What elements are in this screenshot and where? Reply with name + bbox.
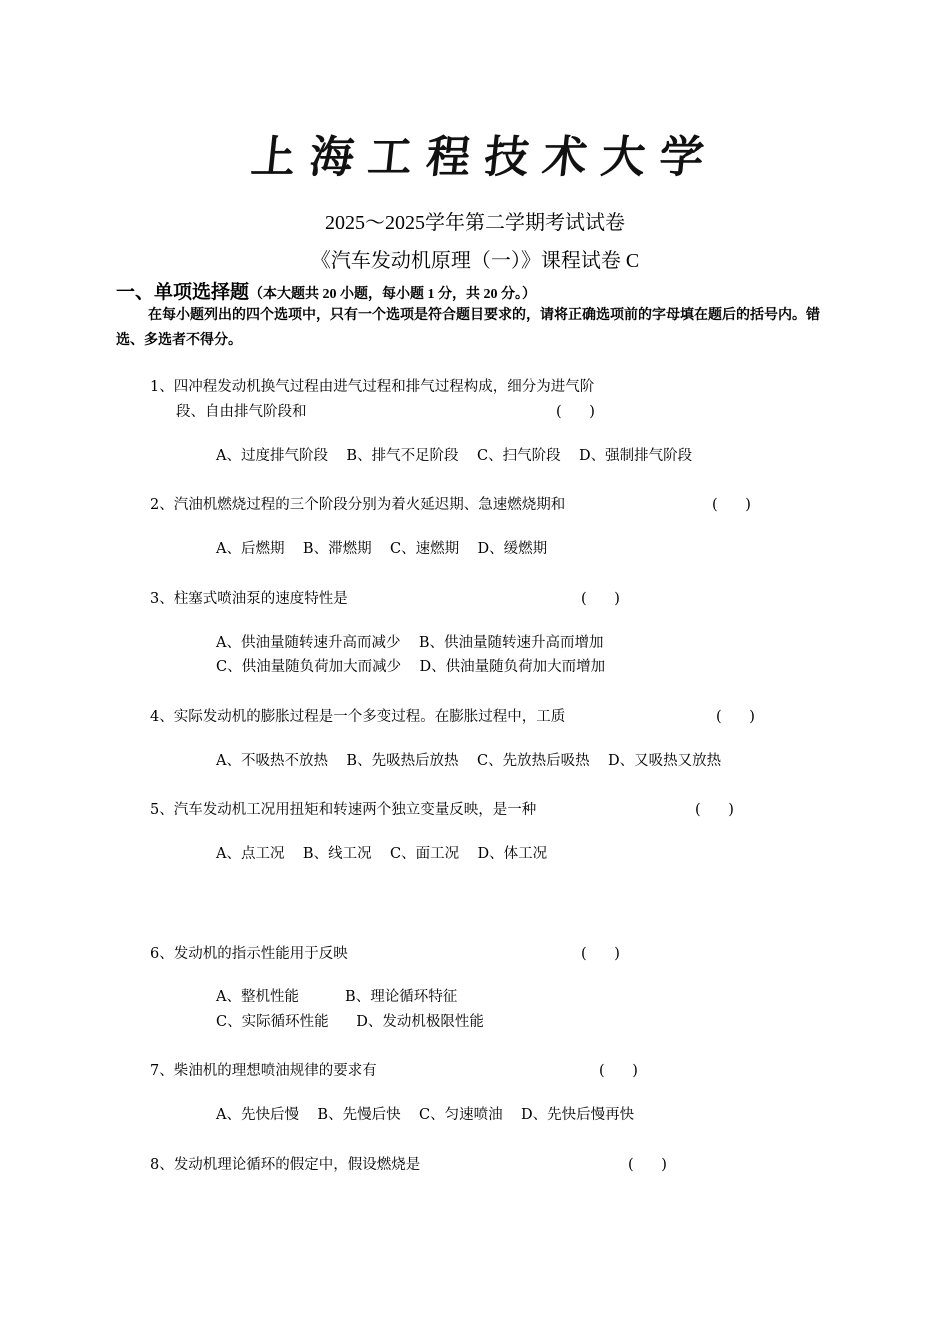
question-4-answer-blank[interactable]: ( ) — [716, 709, 755, 725]
question-7-answer-blank[interactable]: ( ) — [599, 1063, 638, 1079]
logo-char: 程 — [423, 132, 474, 183]
logo-char: 上 — [248, 132, 299, 183]
question-5-options: A、点工况 B、线工况 C、面工况 D、体工况 — [216, 846, 548, 862]
logo-char: 术 — [540, 132, 590, 183]
question-4-stem: 4、实际发动机的膨胀过程是一个多变过程。在膨胀过程中，工质 — [150, 709, 566, 725]
logo-char: 大 — [598, 132, 648, 183]
question-1-answer-blank[interactable]: ( ) — [556, 404, 595, 420]
logo-char: 海 — [307, 132, 357, 183]
question-2-answer-blank[interactable]: ( ) — [712, 497, 751, 513]
question-6-stem: 6、发动机的指示性能用于反映 — [150, 946, 348, 962]
question-2-stem: 2、汽油机燃烧过程的三个阶段分别为着火延迟期、急速燃烧期和 — [150, 497, 566, 513]
question-6-options-line2: C、实际循环性能 D、发动机极限性能 — [216, 1014, 484, 1030]
question-8-answer-blank[interactable]: ( ) — [628, 1157, 667, 1173]
question-6-options-line1: A、整机性能 B、理论循环特征 — [216, 989, 458, 1005]
question-6-answer-blank[interactable]: ( ) — [581, 946, 620, 962]
logo-char: 工 — [365, 132, 415, 183]
question-7-options: A、先快后慢 B、先慢后快 C、匀速喷油 D、先快后慢再快 — [216, 1107, 635, 1123]
section-title: 一、单项选择题 — [116, 281, 250, 303]
question-5-answer-blank[interactable]: ( ) — [695, 802, 734, 818]
section-instruction: 在每小题列出的四个选项中，只有一个选项是符合题目要求的，请将正确选项前的字母填在题后的括号内。错选、多选者不得分。 — [116, 307, 820, 348]
question-1-stem-line1: 1、四冲程发动机换气过程由进气过程和排气过程构成，细分为进气阶 — [150, 379, 595, 395]
course-title: 《汽车发动机原理（一）》课程试卷 C — [310, 250, 640, 272]
question-7-stem: 7、柴油机的理想喷油规律的要求有 — [150, 1063, 377, 1079]
question-8-stem: 8、发动机理论循环的假定中，假设燃烧是 — [150, 1157, 421, 1173]
question-3-stem: 3、柱塞式喷油泵的速度特性是 — [150, 591, 348, 607]
question-4-options: A、不吸热不放热 B、先吸热后放热 C、先放热后吸热 D、又吸热又放热 — [216, 753, 722, 769]
question-3-answer-blank[interactable]: ( ) — [581, 591, 620, 607]
question-3-options-line2: C、供油量随负荷加大而减少 D、供油量随负荷加大而增加 — [216, 659, 606, 675]
question-3-options-line1: A、供油量随转速升高而减少 B、供油量随转速升高而增加 — [216, 635, 604, 651]
university-logo — [245, 126, 711, 183]
logo-char: 学 — [656, 132, 707, 183]
question-2-options: A、后燃期 B、滞燃期 C、速燃期 D、缓燃期 — [216, 541, 548, 557]
logo-char: 技 — [481, 132, 532, 183]
section-note: （本大题共 20 小题，每小题 1 分，共 20 分。） — [249, 287, 537, 302]
question-5-stem: 5、汽车发动机工况用扭矩和转速两个独立变量反映，是一种 — [150, 802, 537, 818]
exam-title: 2025～2025学年第二学期考试试卷 — [325, 212, 625, 234]
question-1-options: A、过度排气阶段 B、排气不足阶段 C、扫气阶段 D、强制排气阶段 — [216, 448, 693, 464]
question-1-stem-line2: 段、自由排气阶段和 — [176, 404, 307, 420]
